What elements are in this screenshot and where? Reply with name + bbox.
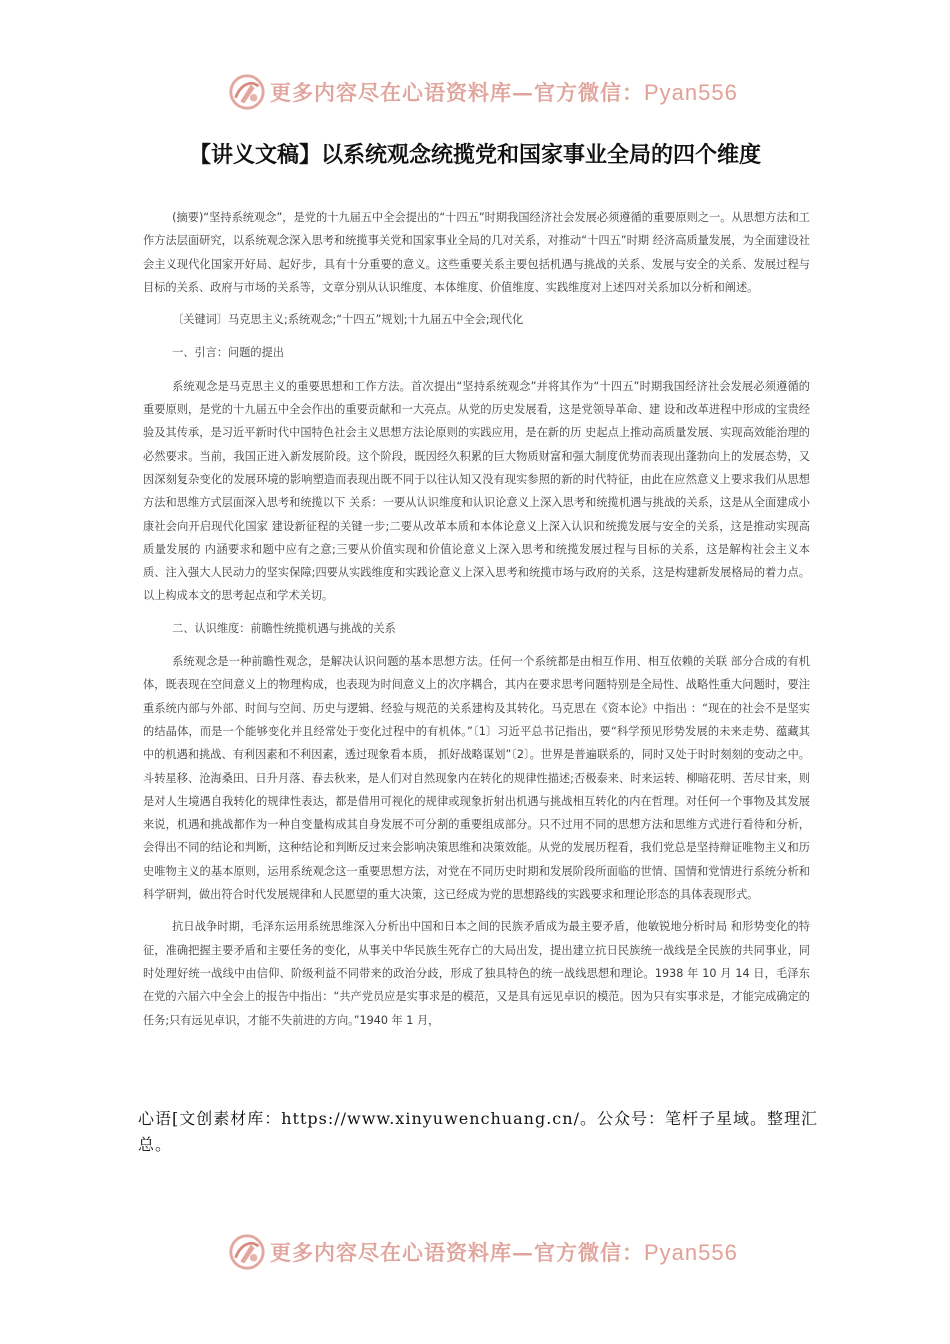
banner-wechat-id: Pyan556 [644, 80, 738, 105]
document-body [143, 206, 810, 1041]
section-2-heading: 二、认识维度：前瞻性统揽机遇与挑战的关系 [172, 621, 396, 635]
section-1-paragraph: 系统观念是马克思主义的重要思想和工作方法。首次提出“坚持系统观念”并将其作为“十四五”时期我国经济社会发展必须遵循的重要原则，是党的十九届五中全会作出的重要贡献和一大亮点。从党的历史发展看，这是党领导革命、建 设和改革进程中形成的宝贵经验及其传承，是习近平新时代中国特色社会主义思想方法论原则的实践应用，是在新的历 史起点上推动高质量发展、实现高效能治理的必然要求。当前，我国正进入新发展阶段。这个阶段，既因经久积累的巨大物质财富和强大制度优势而表现出蓬勃向上的发展态势，又因深刻复杂变化的发展环境的影响塑造而表现出既不同于以往认知又没有现实参照的新的时代特征，由此在应然意义上要求我们从思想方法和思维方式层面深入思考和统揽以下 关系：一要从认识维度和认识论意义上深入思考和统揽机遇与挑战的关系，这是从全面建成小康社会向开启现代化国家 建设新征程的关键一步;二要从改革本质和本体论意义上深入认识和统揽发展与安全的关系，这是推动实现高质量发展的 内涵要求和题中应有之意;三要从价值实现和价值论意义上深入思考和统揽发展过程与目标的关系，这是解构社会主义本 质、注入强大人民动力的坚实保障;四要从实践维度和实践论意义上深入思考和统揽市场与政府的关系，这是构建新发展格局的着力点。以上构成本文的思考起点和学术关切。 [143, 379, 810, 603]
section-1-heading: 一、引言：问题的提出 [172, 346, 284, 360]
banner-text [270, 1237, 738, 1267]
banner-wechat-id: Pyan556 [644, 1240, 738, 1265]
brand-logo-icon [228, 73, 266, 111]
banner-text [270, 77, 738, 107]
banner-slogan: 更多内容尽在心语资料库—官方微信： [270, 1240, 644, 1265]
banner-slogan: 更多内容尽在心语资料库—官方微信： [270, 80, 644, 105]
bottom-watermark-banner [228, 1232, 738, 1272]
document-title: 【讲义文稿】以系统观念统揽党和国家事业全局的四个维度 [188, 143, 761, 168]
section-2-paragraph-2: 抗日战争时期，毛泽东运用系统思维深入分析出中国和日本之间的民族矛盾成为最主要矛盾，他敏锐地分析时局 和形势变化的特征，准确把握主要矛盾和主要任务的变化，从事关中华民族生死存亡的大局出发，提出建立抗日民族统一战线是全民族的共同事业，同时处理好统一战线中由信仰、阶级利益不同带来的政治分歧，形成了独具特色的统一战线思想和理论。1938 年 10 月 14 日，毛泽东在党的六届六中全会上的报告中指出：“共产党员应是实事求是的模范，又是具有远见卓识的模范。因为只有实事求是，才能完成确定的任务;只有远见卓识，才能不失前进的方向。”1940 年 1 月， [143, 920, 810, 1027]
keywords-line: 〔关键词〕马克思主义;系统观念;“十四五”规划;十九届五中全会;现代化 [172, 313, 524, 327]
brand-logo-icon [228, 1233, 266, 1271]
source-footer-text: 心语[文创素材库：https://www.xinyuwenchuang.cn/。公众号：笔杆子星域。整理汇总。 [138, 1109, 818, 1154]
section-2-paragraph-1: 系统观念是一种前瞻性观念，是解决认识问题的基本思想方法。任何一个系统都是由相互作用、相互依赖的关联 部分合成的有机体，既表现在空间意义上的物理构成，也表现为时间意义上的次序耦合，其内在要求思考问题特别是全局性、战略性重大问题时，要注重系统内部与外部、时间与空间、历史与逻辑、经验与规范的关系建构及其转化。马克思在《资本论》中指出 ：“现在的社会不是坚实的结晶体，而是一个能够变化并且经常处于变化过程中的有机体。”〔1〕习近平总书记指出，要“科学预见形势发展的未来走势、蕴藏其中的机遇和挑战、有利因素和不利因素，透过现象看本质， 抓好战略谋划”〔2〕。世界是普遍联系的，同时又处于时时刻刻的变动之中。斗转星移、沧海桑田、日升月落、春去秋来，是人们对自然现象内在转化的规律性描述;否极泰来、时来运转、柳暗花明、苦尽甘来，则是对人生境遇自我转化的规律性表达，都是借用可视化的规律或现象折射出机遇与挑战相互转化的内在哲理。对任何一个事物及其发展来说，机遇和挑战都作为一种自变量构成其自身发展不可分割的重要组成部分。只不过用不同的思想方法和思维方式进行看待和分析，会得出不同的结论和判断，这种结论和判断反过来会影响决策思维和决策效能。从党的发展历程看，我们党总是坚持辩证唯物主义和历史唯物主义的基本原则，运用系统观念这一重要思想方法，对党在不同历史时期和发展阶段所面临的世情、国情和党情进行系统分析和科学研判，做出符合时代发展规律和人民愿望的重大决策，这已经成为党的思想路线的实践要求和理论形态的具体表现形式。 [143, 655, 810, 902]
abstract-paragraph: (摘要)“坚持系统观念”，是党的十九届五中全会提出的“十四五”时期我国经济社会发展必须遵循的重要原则之一。从思想方法和工作方法层面研究，以系统观念深入思考和统揽事关党和国家事业全局的几对关系，对推动“十四五”时期 经济高质量发展，为全面建设社会主义现代化国家开好局、起好步，具有十分重要的意义。这些重要关系主要包括机遇与挑战的关系、发展与安全的关系、发展过程与目标的关系、政府与市场的关系等，文章分别从认识维度、本体维度、价值维度、实践维度对上述四对关系加以分析和阐述。 [143, 211, 810, 294]
top-watermark-banner [228, 72, 738, 112]
